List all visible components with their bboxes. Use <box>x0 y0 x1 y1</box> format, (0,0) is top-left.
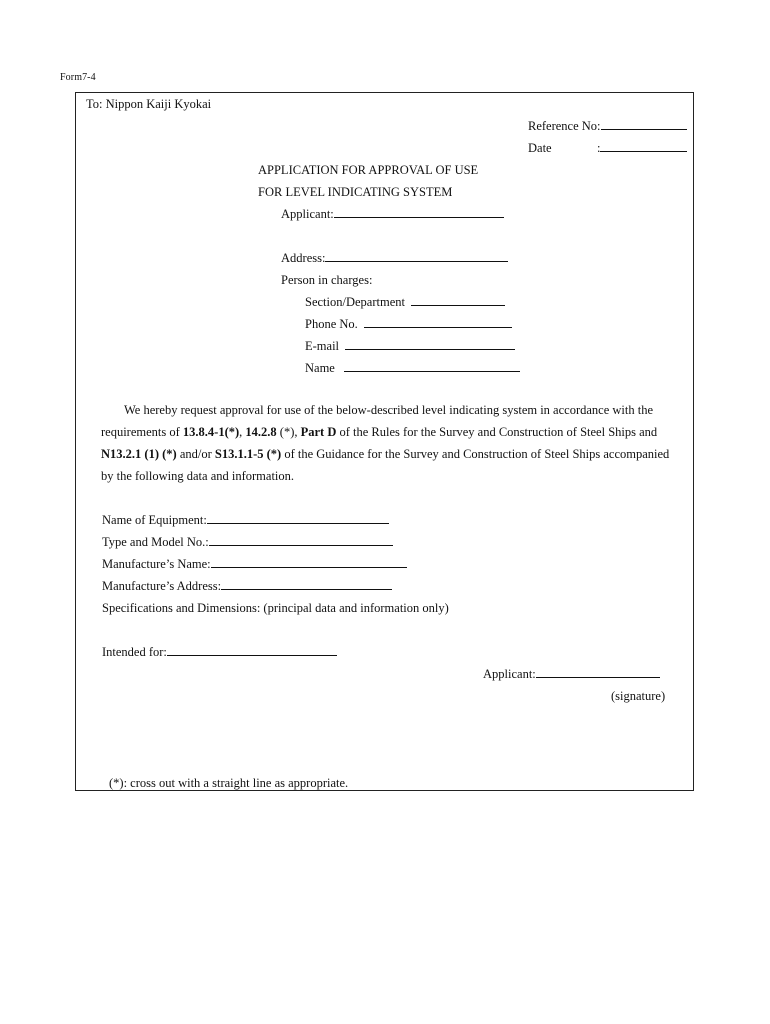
section-input[interactable] <box>411 294 505 306</box>
rule-ref-3: Part D <box>300 425 337 439</box>
applicant-label: Applicant: <box>281 207 334 221</box>
phone-input[interactable] <box>364 316 512 328</box>
signature-input[interactable] <box>536 666 660 678</box>
applicant-field <box>281 206 504 222</box>
section-field <box>305 294 505 310</box>
rule-ref-2: 14.2.8 <box>245 425 277 439</box>
form-title-line-2: FOR LEVEL INDICATING SYSTEM <box>258 185 453 199</box>
request-text: of the Rules for the Survey and Construction of Steel Ships and <box>336 425 658 439</box>
request-text: and/or <box>176 447 215 461</box>
specifications-label: Specifications and Dimensions: (principal data and information only) <box>102 601 449 615</box>
address-label: Address: <box>281 251 326 265</box>
addressee: To: Nippon Kaiji Kyokai <box>86 97 212 111</box>
footnote: (*): cross out with a straight line as appropriate. <box>109 776 349 790</box>
signature-caption: (signature) <box>611 689 666 703</box>
phone-label: Phone No. <box>305 317 358 331</box>
manufacturer-name-label: Manufacture’s Name: <box>102 557 211 571</box>
signature-applicant-label: Applicant: <box>483 667 536 681</box>
phone-field <box>305 316 512 332</box>
rule-ref-1: 13.8.4-1(*) <box>182 425 240 439</box>
intended-for-input[interactable] <box>167 644 337 656</box>
request-text: of the Guidance for the Survey and Construction of Steel Ships accompanied by the following data and information. <box>101 447 670 483</box>
rule-ref-5: S13.1.1-5 (*) <box>214 447 282 461</box>
reference-input[interactable] <box>601 118 687 130</box>
reference-field <box>528 118 687 134</box>
request-paragraph <box>101 399 671 487</box>
manufacturer-address-label: Manufacture’s Address: <box>102 579 222 593</box>
name-field <box>305 360 520 376</box>
email-label: E-mail <box>305 339 340 353</box>
email-input[interactable] <box>345 338 515 350</box>
manufacturer-name-input[interactable] <box>211 556 407 568</box>
person-in-charge-label: Person in charges: <box>281 273 373 287</box>
date-colon: : <box>597 141 601 155</box>
date-label: Date <box>528 141 552 155</box>
request-text: (*), <box>276 425 301 439</box>
intended-for-field <box>102 644 337 660</box>
section-label: Section/Department <box>305 295 405 309</box>
date-field <box>597 140 687 156</box>
equipment-name-field <box>102 512 389 528</box>
form-number: Form7-4 <box>60 72 96 83</box>
name-input[interactable] <box>344 360 520 372</box>
rule-ref-4: N13.2.1 (1) (*) <box>101 447 177 461</box>
manufacturer-address-input[interactable] <box>221 578 392 590</box>
type-model-label: Type and Model No.: <box>102 535 209 549</box>
manufacturer-name-field <box>102 556 407 572</box>
address-field <box>281 250 508 266</box>
request-text: , <box>239 425 246 439</box>
email-field <box>305 338 515 354</box>
name-label: Name <box>305 361 335 375</box>
equipment-name-label: Name of Equipment: <box>102 513 207 527</box>
applicant-input[interactable] <box>334 206 504 218</box>
signature-field <box>483 666 660 682</box>
reference-label: Reference No: <box>528 119 601 133</box>
type-model-field <box>102 534 393 550</box>
request-text: We hereby request approval for use of the below-described level indicating system in accordance with the requirements of <box>101 403 654 439</box>
intended-for-label: Intended for: <box>102 645 167 659</box>
type-model-input[interactable] <box>209 534 393 546</box>
address-input[interactable] <box>325 250 508 262</box>
date-input[interactable] <box>600 140 687 152</box>
manufacturer-address-field <box>102 578 392 594</box>
equipment-name-input[interactable] <box>207 512 389 524</box>
form-title-line-1: APPLICATION FOR APPROVAL OF USE <box>258 163 479 177</box>
